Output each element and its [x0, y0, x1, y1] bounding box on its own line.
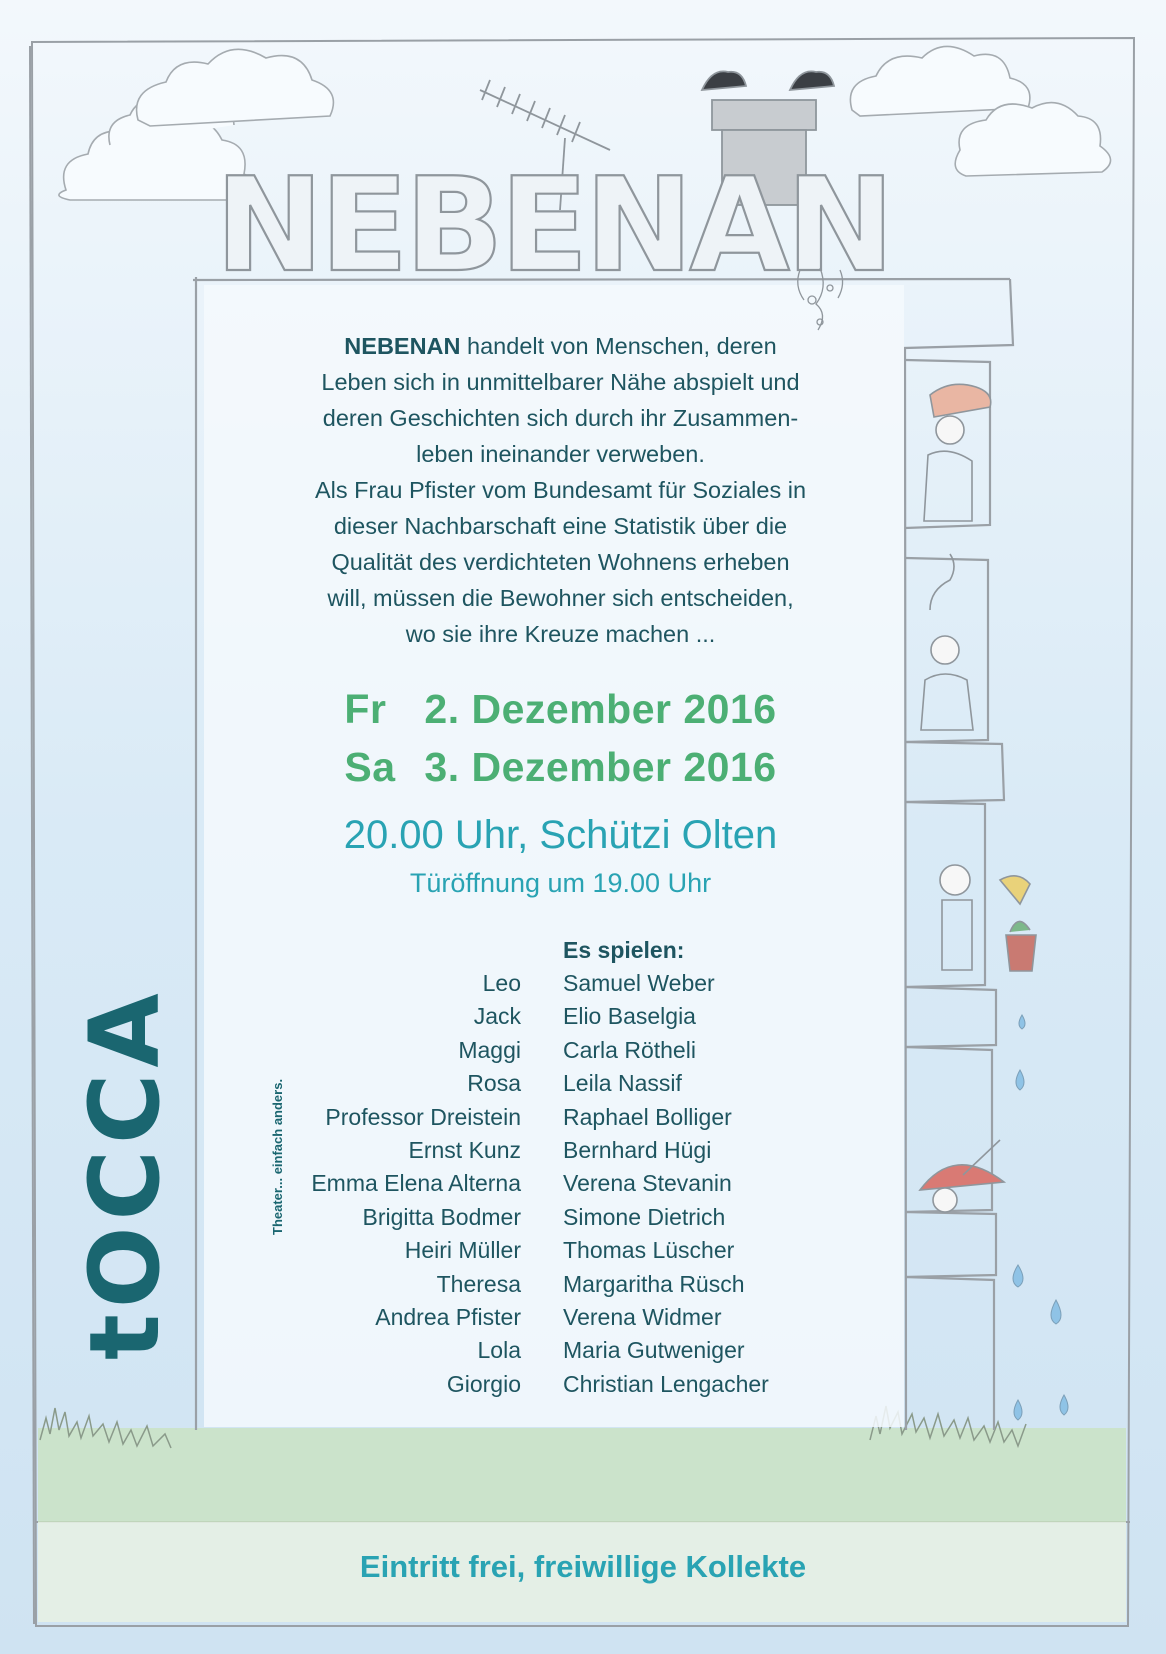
- grass-band: [38, 1428, 1126, 1522]
- cast-role: Ernst Kunz: [408, 1137, 521, 1163]
- cast-row: [218, 1234, 903, 1267]
- description-line: wo sie ihre Kreuze machen ...: [405, 621, 716, 647]
- cast-role: Jack: [473, 1003, 521, 1030]
- poster-content: [218, 277, 903, 1427]
- cast-role: Maggi: [458, 1036, 521, 1063]
- cast-row: [218, 1301, 903, 1334]
- cast-row: [218, 1134, 903, 1167]
- cast-actor: Maria Gutweniger: [563, 1337, 745, 1364]
- cast-role: Theresa: [436, 1270, 521, 1297]
- logo-wordmark: tOCCA: [69, 987, 181, 1360]
- date-text: 3. Dezember 2016: [424, 744, 777, 790]
- cast-role: Emma Elena Alterna: [311, 1170, 521, 1197]
- description-first-line: [261, 328, 861, 364]
- cast-actor: Leila Nassif: [563, 1070, 682, 1097]
- description-first-line-rest: handelt von Menschen, deren: [460, 333, 777, 359]
- cast-row: [218, 1167, 903, 1200]
- cast-actor: Verena Stevanin: [563, 1170, 732, 1197]
- cast-row: [218, 1334, 903, 1367]
- cast-role: Heiri Müller: [404, 1237, 521, 1264]
- cast-row: [218, 1368, 903, 1401]
- description-line: deren Geschichten sich durch ihr Zusammen-: [322, 405, 799, 431]
- description-line: Leben sich in unmittelbarer Nähe abspielt und: [321, 369, 800, 395]
- cast-role: Rosa: [467, 1070, 521, 1097]
- cast-row: [218, 967, 903, 1000]
- cast-actor: Raphael Bolliger: [563, 1103, 732, 1130]
- time-venue: 20.00 Uhr, Schützi Olten: [343, 813, 778, 857]
- logo-tagline: Theater... einfach anders.: [270, 1078, 285, 1235]
- description-line: leben ineinander verweben.: [416, 441, 705, 467]
- cast-role: Lola: [477, 1337, 521, 1364]
- performance-date: [218, 680, 903, 738]
- cast-actor: Bernhard Hügi: [563, 1137, 712, 1163]
- cast-actor: Margaritha Rüsch: [563, 1270, 745, 1297]
- description-line: dieser Nachbarschaft eine Statistik über die: [333, 513, 788, 539]
- date-weekday: Fr: [344, 686, 387, 732]
- cast-actor: Verena Widmer: [563, 1304, 722, 1330]
- description: [261, 328, 861, 652]
- cast-heading: Es spielen:: [563, 937, 685, 963]
- admission-note: Eintritt frei, freiwillige Kollekte: [359, 1549, 807, 1584]
- cast-row: [218, 1201, 903, 1234]
- cast-role: Professor Dreistein: [325, 1103, 521, 1130]
- cast-role: Giorgio: [446, 1370, 521, 1397]
- cast-role: Leo: [482, 970, 521, 996]
- cast-row: [218, 1268, 903, 1301]
- cast-role: Brigitta Bodmer: [362, 1203, 521, 1230]
- date-text: 2. Dezember 2016: [424, 686, 777, 732]
- performance-date: [218, 738, 903, 796]
- cast-row: [218, 1067, 903, 1100]
- cast-actor: Thomas Lüscher: [563, 1237, 735, 1264]
- description-line: Als Frau Pfister vom Bundesamt für Soziales in: [314, 477, 807, 503]
- description-lead: NEBENAN: [344, 333, 461, 359]
- tocca-logo: [69, 987, 285, 1360]
- title-nebenan: NEBENAN: [215, 149, 891, 301]
- cast-actor: Carla Rötheli: [563, 1036, 696, 1063]
- cast-actor: Christian Lengacher: [563, 1370, 769, 1397]
- cast-actor: Simone Dietrich: [563, 1203, 726, 1230]
- cast-row: [218, 1000, 903, 1033]
- cast-actor: Elio Baselgia: [563, 1003, 696, 1030]
- description-line: Qualität des verdichteten Wohnens erheben: [331, 549, 790, 575]
- cast-actor: Samuel Weber: [563, 970, 715, 996]
- cast-row: [218, 1101, 903, 1134]
- performance-dates: [218, 680, 903, 796]
- doors-open: Türöffnung um 19.00 Uhr: [409, 868, 712, 898]
- description-line: will, müssen die Bewohner sich entscheiden,: [327, 585, 794, 611]
- cast-role: Andrea Pfister: [375, 1304, 521, 1330]
- cast-row: [218, 1034, 903, 1067]
- date-weekday: Sa: [344, 744, 396, 790]
